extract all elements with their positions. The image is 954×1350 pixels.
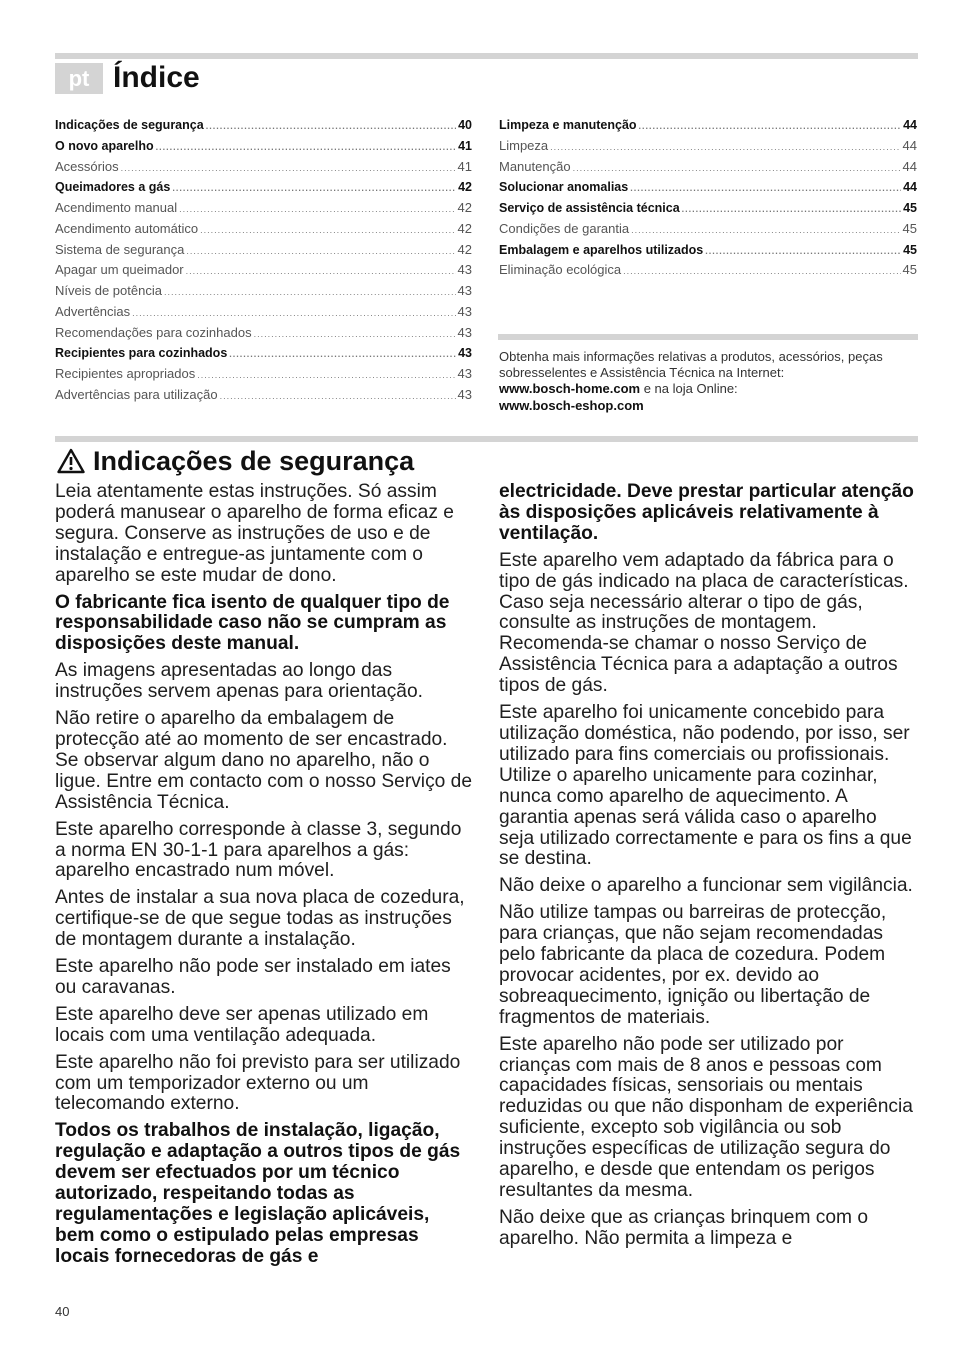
- toc-leader-dots: [172, 178, 456, 199]
- toc-entry-page: 43: [457, 303, 472, 319]
- toc-entry-title: Recipientes para cozinhados: [55, 346, 228, 361]
- emphasis-paragraph: O fabricante fica isento de qualquer tipo de responsabilidade caso não se cumpram as disposições deste manual.: [55, 591, 450, 655]
- toc-entry-page: 45: [902, 220, 917, 236]
- body-paragraph: Este aparelho não pode ser instalado em iates ou caravanas.: [55, 956, 451, 998]
- toc-entry-page: 42: [458, 180, 472, 195]
- toc-entry-title: Níveis de potência: [55, 283, 162, 298]
- toc-entry-title: Acendimento automático: [55, 220, 199, 236]
- toc-subentry[interactable]: [55, 364, 472, 385]
- toc-leader-dots: [630, 178, 901, 199]
- toc-left-column: [55, 115, 472, 406]
- website-link[interactable]: www.bosch-home.com: [499, 381, 641, 397]
- toc-chapter-entry[interactable]: [499, 198, 917, 219]
- toc-entry-page: 43: [458, 346, 472, 361]
- toc-leader-dots: [197, 365, 455, 386]
- toc-subentry[interactable]: [55, 219, 472, 240]
- body-paragraph: As imagens apresentadas ao longo das instruções servem apenas para orientação.: [55, 660, 423, 703]
- toc-entry-title: Acessórios: [55, 158, 119, 174]
- toc-leader-dots: [254, 324, 456, 345]
- toc-entry-title: Acendimento manual: [55, 200, 178, 215]
- toc-entry-page: 44: [903, 180, 917, 195]
- toc-chapter-entry[interactable]: [55, 177, 472, 198]
- toc-leader-dots: [682, 199, 901, 220]
- eshop-link[interactable]: www.bosch-eshop.com: [499, 397, 644, 413]
- toc-entry-page: 44: [902, 158, 917, 174]
- page-number: 40: [55, 1304, 70, 1319]
- toc-subentry[interactable]: [499, 219, 917, 240]
- toc-entry-title: Embalagem e aparelhos utilizados: [499, 242, 704, 257]
- toc-entry-title: Limpeza e manutenção: [499, 118, 637, 132]
- section-title-text: Indicações de segurança: [93, 445, 415, 476]
- toc-chapter-entry[interactable]: [499, 177, 917, 198]
- toc-leader-dots: [206, 116, 456, 137]
- toc-entry-page: 43: [457, 283, 472, 298]
- toc-leader-dots: [631, 220, 900, 241]
- body-paragraph: Antes de instalar a sua nova placa de cozedura, certifique-se de que segue todas as instruções de montagem durante a instalação.: [55, 887, 465, 951]
- toc-chapter-entry[interactable]: [55, 343, 472, 364]
- toc-subentry[interactable]: [499, 260, 917, 281]
- toc-leader-dots: [705, 241, 901, 262]
- toc-entry-page: 45: [903, 201, 917, 215]
- toc-entry-title: Serviço de assistência técnica: [499, 201, 680, 215]
- body-paragraph: Este aparelho deve ser apenas utilizado em locais com uma ventilação adequada.: [55, 1003, 429, 1046]
- toc-leader-dots: [623, 261, 900, 282]
- toc-subentry[interactable]: [55, 260, 472, 281]
- toc-subentry[interactable]: [55, 240, 472, 261]
- toc-entry-page: 44: [903, 118, 917, 132]
- toc-entry-title: Advertências para utilização: [55, 386, 218, 402]
- info-mid-text: e na loja Online:: [640, 381, 738, 397]
- toc-leader-dots: [156, 137, 456, 158]
- body-paragraph: Não deixe o aparelho a funcionar sem vigilância.: [499, 875, 913, 897]
- toc-subentry[interactable]: [55, 323, 472, 344]
- toc-entry-title: Condições de garantia: [499, 220, 630, 236]
- toc-entry-title: Limpeza: [499, 137, 549, 153]
- body-paragraph: Leia atentamente estas instruções. Só assim poderá manusear o aparelho de forma eficaz e segura. Conserve as instruções de uso e de instalação e entregue-as juntamente com o aparelho se este mudar de dono.: [55, 481, 454, 586]
- toc-leader-dots: [186, 261, 456, 282]
- body-paragraph: Este aparelho vem adaptado da fábrica para o tipo de gás indicado na placa de características. Caso seja necessário alterar o tipo de gás, consulte as instruções de montagem. Recomenda-se chamar o nosso Serviço de Assistência Técnica para a adaptação a outros tipos de gás.: [499, 549, 909, 697]
- toc-entry-title: Recomendações para cozinhados: [55, 324, 252, 340]
- toc-entry-title: Apagar um queimador: [55, 262, 184, 278]
- toc-chapter-entry[interactable]: [499, 240, 917, 261]
- warning-triangle-icon: [57, 448, 85, 474]
- toc-leader-dots: [132, 303, 455, 324]
- toc-entry-page: 41: [457, 158, 472, 174]
- toc-entry-page: 42: [457, 220, 472, 236]
- toc-subentry[interactable]: [55, 302, 472, 323]
- toc-entry-page: 44: [902, 137, 917, 153]
- toc-entry-page: 40: [458, 118, 472, 132]
- toc-entry-title: Sistema de segurança: [55, 241, 185, 257]
- toc-entry-page: 43: [457, 366, 472, 381]
- toc-leader-dots: [550, 137, 900, 158]
- body-right-column: [499, 482, 917, 1256]
- toc-chapter-entry[interactable]: [499, 115, 917, 136]
- toc-entry-title: Indicações de segurança: [55, 118, 204, 132]
- language-badge: pt: [55, 63, 103, 94]
- toc-subentry[interactable]: [55, 198, 472, 219]
- emphasis-paragraph: Todos os trabalhos de instalação, ligação, regulação e adaptação a outros tipos de gás devem ser efectuados por um técnico autorizado, respeitando todas as regulamentações e legislação aplicáveis, bem como o estipulado pelas empresas locais fornecedoras de gás e: [55, 1120, 461, 1267]
- toc-leader-dots: [164, 282, 456, 303]
- toc-subentry[interactable]: [499, 136, 917, 157]
- toc-leader-dots: [179, 199, 455, 220]
- toc-subentry[interactable]: [55, 157, 472, 178]
- toc-entry-page: 43: [457, 324, 472, 340]
- toc-entry-page: 45: [902, 262, 917, 278]
- body-paragraph: Este aparelho não foi previsto para ser utilizado com um temporizador externo ou um telecomando externo.: [55, 1051, 461, 1115]
- toc-entry-page: 45: [903, 242, 917, 257]
- toc-chapter-entry[interactable]: [55, 136, 472, 157]
- toc-entry-page: 43: [457, 262, 472, 278]
- toc-entry-title: Recipientes apropriados: [55, 366, 196, 381]
- body-paragraph: Este aparelho não pode ser utilizado por crianças com mais de 8 anos e pessoas com capacidades físicas, sensoriais ou mentais reduzidas ou que não disponham de experiência suficiente, excepto sob vigilância ou sob instruções específicas de utilização segura do aparelho, e desde que entendam os perigos resultantes da mesma.: [499, 1033, 913, 1201]
- toc-entry-title: Solucionar anomalias: [499, 180, 629, 195]
- toc-entry-title: O novo aparelho: [55, 138, 154, 153]
- toc-entry-page: 42: [457, 200, 472, 215]
- toc-leader-dots: [186, 241, 455, 262]
- section-title: [57, 442, 414, 480]
- body-paragraph: Não deixe que as crianças brinquem com o aparelho. Não permita a limpeza e: [499, 1206, 869, 1249]
- info-divider: [498, 334, 918, 340]
- toc-right-column: [499, 115, 917, 281]
- toc-leader-dots: [220, 386, 456, 407]
- toc-leader-dots: [229, 344, 456, 365]
- toc-leader-dots: [200, 220, 455, 241]
- info-text: Obtenha mais informações relativas a produtos, acessórios, peças sobresselentes e Assistência Técnica na Internet:: [499, 349, 883, 381]
- toc-leader-dots: [639, 116, 902, 137]
- toc-subentry[interactable]: [55, 385, 472, 406]
- toc-subentry[interactable]: [55, 281, 472, 302]
- page-title: Índice: [113, 61, 200, 94]
- toc-entry-page: 41: [458, 138, 472, 153]
- toc-entry-title: Advertências: [55, 303, 131, 319]
- toc-entry-page: 42: [457, 241, 472, 257]
- toc-leader-dots: [121, 158, 456, 179]
- info-box: [499, 349, 919, 414]
- body-paragraph: Não retire o aparelho da embalagem de protecção até ao momento de ser encastrado. Se observar algum dano no aparelho, não o ligue. Entre em contacto com o nosso Serviço de Assistência Técnica.: [55, 708, 473, 813]
- toc-entry-title: Queimadores a gás: [55, 180, 171, 195]
- body-paragraph: Não utilize tampas ou barreiras de protecção, para crianças, que não sejam recomendadas pelo fabricante da placa de cozedura. Podem provocar acidentes, por ex. devido ao sobreaquecimento, ignição ou libertação de fragmentos de materiais.: [499, 902, 887, 1028]
- toc-entry-title: Manutenção: [499, 158, 571, 174]
- toc-entry-title: Eliminação ecológica: [499, 262, 622, 278]
- toc-subentry[interactable]: [499, 157, 917, 178]
- toc-chapter-entry[interactable]: [55, 115, 472, 136]
- body-paragraph: Este aparelho foi unicamente concebido para utilização doméstica, não podendo, por isso, ser utilizado para fins comerciais ou profissionais. Utilize o aparelho unicamente para cozinhar, nunca como aparelho de aquecimento. A garantia apenas será válida caso o aparelho seja utilizado correctamente e para os fins a que se destina.: [499, 702, 912, 870]
- toc-entry-page: 43: [457, 386, 472, 402]
- emphasis-paragraph: electricidade. Deve prestar particular atenção às disposições aplicáveis relativamente à ventilação.: [499, 481, 914, 544]
- toc-leader-dots: [573, 158, 901, 179]
- body-left-column: [55, 482, 473, 1274]
- body-paragraph: Este aparelho corresponde à classe 3, segundo a norma EN 30-1-1 para aparelhos a gás: aparelho encastrado num móvel.: [55, 818, 462, 882]
